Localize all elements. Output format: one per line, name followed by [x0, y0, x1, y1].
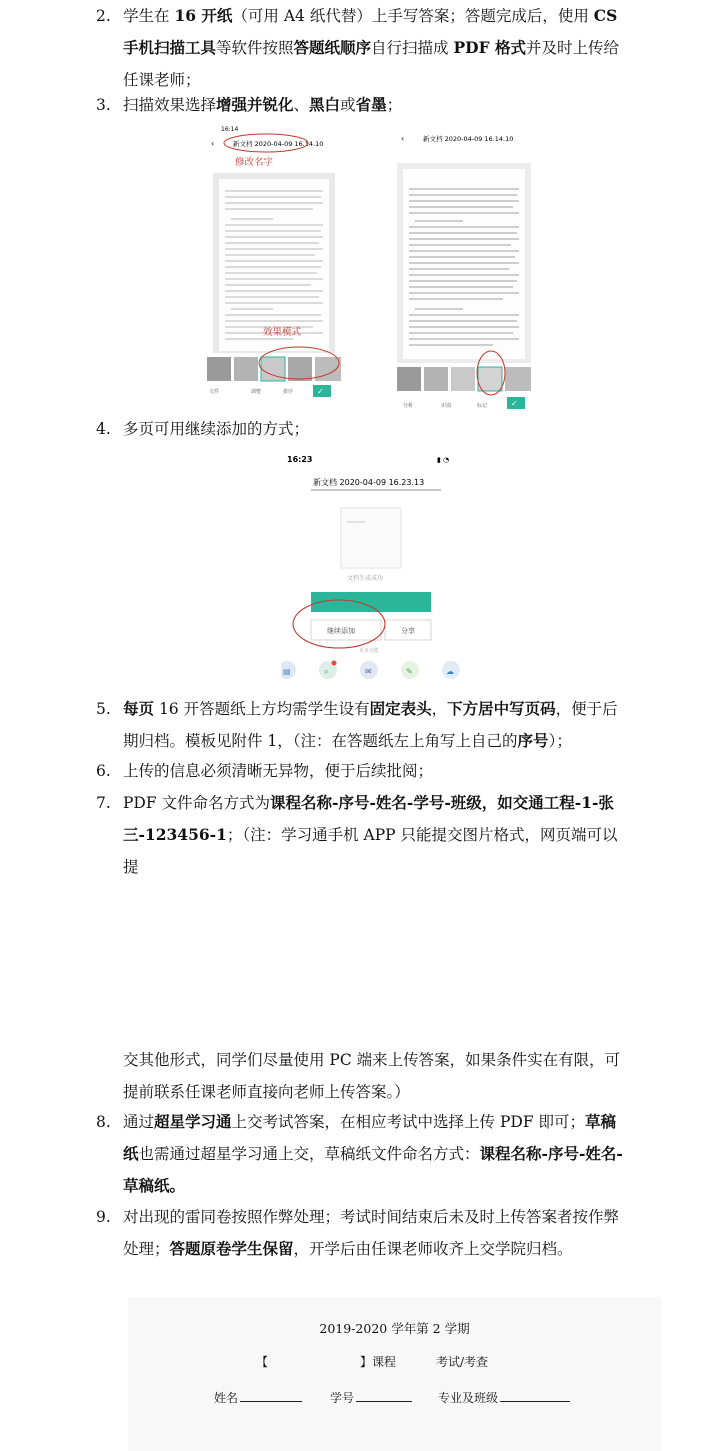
- bold-segment: 下方居中写页码: [447, 699, 556, 718]
- check-icon: ✓: [511, 399, 518, 408]
- list-item-2: [96, 0, 630, 96]
- text-segment: 上交考试答案，在相应考试中选择上传 PDF 即可；: [231, 1113, 585, 1131]
- list-item-3: [96, 89, 630, 121]
- item-7-continuation: 交其他形式，同学们尽量使用 PC 端来上传答案，如果条件实在有限，可提前联系任课老师直接向老师上传答案。）: [123, 1051, 621, 1101]
- answer-sheet-template: [128, 1297, 661, 1451]
- text-segment: ，开学后由任课老师收齐上交学院归档。: [293, 1240, 573, 1258]
- item-text: [123, 89, 630, 121]
- back-icon: ‹: [211, 139, 215, 148]
- bold-segment: 课程名称-序号-姓名-学号-班级，如交通工程-1-张三-123456-1: [123, 793, 614, 844]
- status-icons: ▮ ◔: [437, 456, 450, 464]
- item-text: [123, 787, 630, 883]
- bar-item-0[interactable]: 分析: [403, 403, 414, 409]
- text-segment: ；: [386, 96, 403, 114]
- bar-item-0[interactable]: 文件: [209, 389, 220, 395]
- bold-segment: 每页: [123, 699, 155, 718]
- scan-screenshot-left: [203, 123, 345, 399]
- list-item-7: [96, 787, 630, 883]
- text-segment: 对出现的雷同卷按照作弊处理；考试时间结束后未及时上传答案者按作弊处理；: [123, 1208, 620, 1258]
- text-segment: 学生在: [123, 7, 175, 25]
- bold-segment: 增强并锐化: [216, 95, 294, 114]
- text-segment: ，便于后期归档。模板见附件 1，（注：在答题纸左上角写上自己的: [123, 700, 618, 750]
- share-label: 分享: [401, 627, 415, 635]
- item-number: 6.: [96, 762, 111, 780]
- text-segment: 等软件按照: [216, 39, 294, 57]
- annotation-mode: 效果模式: [263, 327, 302, 338]
- status-time: 16:23: [287, 455, 313, 464]
- back-icon: ‹: [401, 134, 405, 143]
- annotation-rename: 修改名字: [235, 157, 274, 168]
- bold-segment: 固定表头: [369, 699, 432, 718]
- check-icon: ✓: [317, 387, 324, 396]
- student-id-field: [330, 1389, 412, 1406]
- student-id-label: 学号: [330, 1391, 355, 1405]
- svg-text:▤: ▤: [283, 667, 291, 676]
- bar-item-2[interactable]: 排序: [283, 389, 294, 395]
- text-segment: PDF 文件命名方式为: [123, 794, 271, 812]
- semester-title: 2019-2020 学年第 2 学期: [319, 1321, 470, 1336]
- bold-segment: 超星学习通: [154, 1112, 232, 1131]
- list-item-4: [96, 413, 630, 445]
- bold-segment: 16 开纸: [174, 6, 233, 25]
- item-number: 3.: [96, 96, 111, 114]
- document-thumbnail[interactable]: [341, 508, 401, 568]
- list-item-6: [96, 755, 630, 787]
- text-segment: ，: [431, 700, 448, 718]
- bold-segment: 答题原卷学生保留: [169, 1239, 294, 1258]
- course-bracket-close: 】课程: [360, 1355, 397, 1369]
- filter-thumbnails[interactable]: [397, 367, 531, 391]
- item-text: [123, 693, 630, 757]
- item-text: [123, 1106, 630, 1202]
- continue-add-label: 继续添加: [327, 627, 355, 635]
- bold-segment: PDF 格式: [453, 38, 526, 57]
- item-number: 4.: [96, 420, 111, 438]
- item-number: 2.: [96, 7, 111, 25]
- status-time: 16:14: [221, 126, 239, 133]
- item-number: 5.: [96, 700, 111, 718]
- svg-text:✉: ✉: [365, 667, 372, 676]
- text-segment: 扫描效果选择: [123, 96, 217, 114]
- text-segment: （可用 A4 纸代替）上手写答案；答题完成后，使用: [232, 7, 594, 25]
- item-text: [123, 755, 630, 787]
- doc-title: 新文档 2020-04-09 16.23.13: [313, 478, 425, 487]
- text-segment: 、: [293, 96, 310, 114]
- bold-segment: 课程名称-序号-姓名-草稿纸。: [123, 1144, 623, 1195]
- bold-segment: 序号: [517, 731, 549, 750]
- text-segment: 通过: [123, 1113, 155, 1131]
- major-class-field: [438, 1389, 570, 1406]
- text-segment: 也需通过超星学习通上交，草稿纸文件命名方式：: [138, 1145, 480, 1163]
- list-item-5: [96, 693, 630, 757]
- doc-title: 新文档 2020-04-09 16.14.10: [233, 140, 324, 148]
- bar-item-1[interactable]: 识别: [441, 403, 452, 409]
- svg-text:☁: ☁: [446, 667, 454, 676]
- bar-item-1[interactable]: 调整: [251, 389, 262, 395]
- name-label: 姓名: [214, 1391, 239, 1405]
- item-number: 9.: [96, 1208, 111, 1226]
- svg-text:✎: ✎: [406, 667, 413, 676]
- add-page-screenshot: [281, 450, 471, 688]
- primary-action-button[interactable]: [311, 592, 431, 612]
- bold-segment: 草稿纸: [123, 1112, 617, 1163]
- text-segment: 或: [340, 96, 356, 114]
- list-item-8: [96, 1106, 630, 1202]
- item-text: [123, 1201, 630, 1265]
- name-field: [214, 1389, 302, 1406]
- bold-segment: 黑白: [309, 95, 341, 114]
- major-class-label: 专业及班级: [438, 1391, 499, 1405]
- more-functions-label: 更多功能: [359, 648, 380, 654]
- text-segment: 自行扫描成: [371, 39, 454, 57]
- text-segment: 并及时上传给任课老师；: [123, 39, 619, 89]
- text-segment: ；（注：学习通手机 APP 只能提交图片格式，网页端可以提: [123, 826, 618, 876]
- exam-type: 考试/考查: [436, 1355, 489, 1369]
- list-item-9: [96, 1201, 630, 1265]
- text-segment: ）；: [548, 732, 572, 750]
- doc-title: 新文档 2020-04-09 16.14.10: [423, 135, 514, 143]
- filter-thumbnails[interactable]: [207, 357, 341, 381]
- item-text: [123, 0, 630, 96]
- bold-segment: 答题纸顺序: [293, 38, 372, 57]
- text-segment: 多页可用继续添加的方式；: [123, 420, 310, 438]
- item-number: 7.: [96, 794, 111, 812]
- bar-item-2[interactable]: 标记: [477, 403, 488, 409]
- item-number: 8.: [96, 1113, 111, 1131]
- course-bracket-open: 【: [256, 1355, 269, 1369]
- svg-text:⌕: ⌕: [324, 667, 329, 676]
- text-segment: 上传的信息必须清晰无异物，便于后续批阅；: [123, 762, 434, 780]
- thumb-caption: 文档生成成功: [347, 575, 384, 582]
- bold-segment: 省墨: [355, 95, 387, 114]
- bold-segment: CS 手机扫描工具: [123, 6, 618, 57]
- item-text: [123, 413, 630, 445]
- scan-screenshot-right: [393, 123, 535, 411]
- text-segment: 16 开答题纸上方均需学生设有: [154, 700, 370, 718]
